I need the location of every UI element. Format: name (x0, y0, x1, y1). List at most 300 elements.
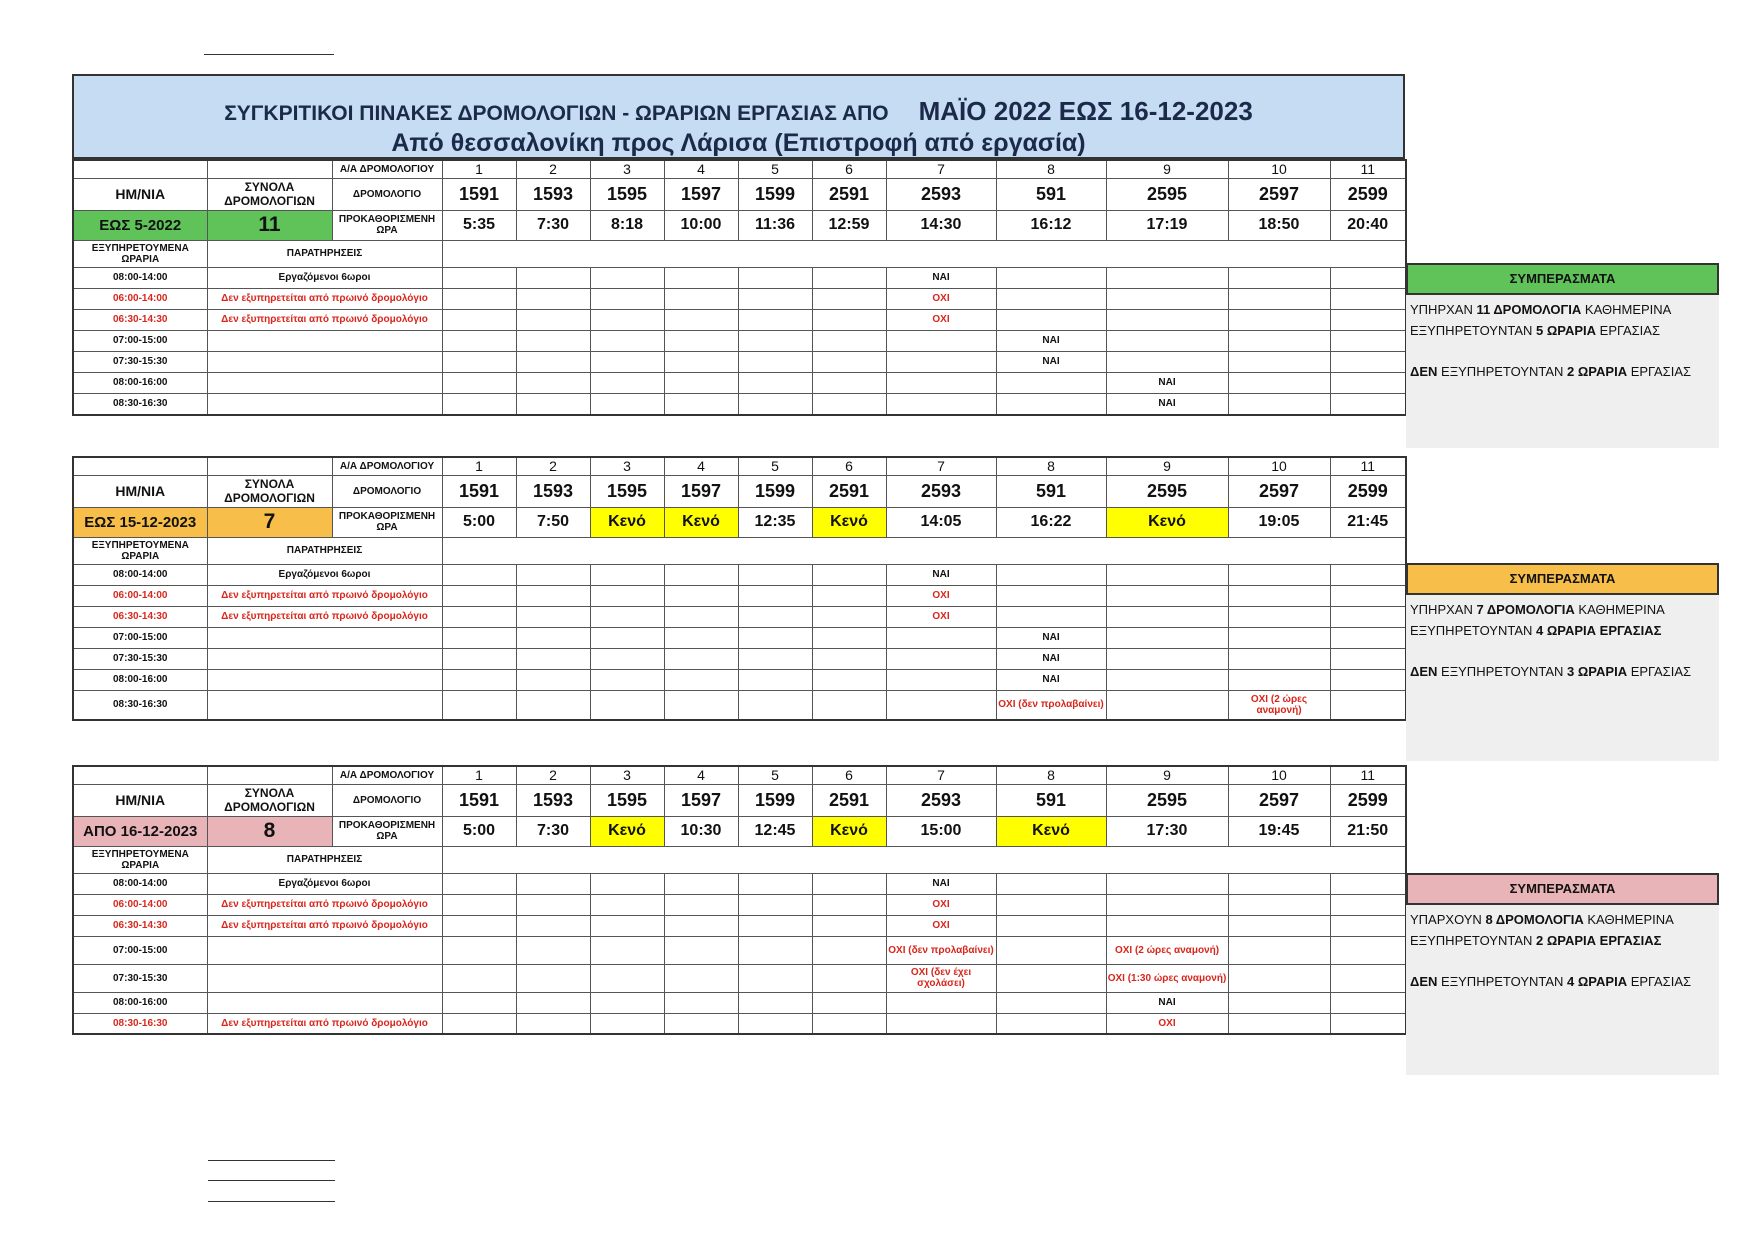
route-number: 2593 (886, 784, 996, 816)
table-cell (738, 992, 812, 1013)
route-number: 2593 (886, 178, 996, 210)
table-cell (1330, 992, 1406, 1013)
route-row (73, 475, 1406, 507)
table-cell (1228, 606, 1330, 627)
table-cell (207, 457, 332, 475)
route-number: 2595 (1106, 784, 1228, 816)
totals-label: ΣΥΝΟΛΑ ΔΡΟΜΟΛΟΓΙΩΝ (207, 475, 332, 507)
table-cell (1106, 606, 1228, 627)
slot-row (73, 992, 1406, 1013)
date-label: ΗΜ/ΝΙΑ (73, 784, 207, 816)
conclusion-line (1406, 909, 1719, 930)
table-cell (1330, 372, 1406, 393)
route-index: 4 (664, 457, 738, 475)
scheduled-time: 21:50 (1330, 816, 1406, 846)
table-cell (812, 585, 886, 606)
slot-remark: Δεν εξυπηρετείται από πρωινό δρομολόγιο (207, 288, 442, 309)
conclusion-text: ΥΠΗΡΧΑΝ (1410, 602, 1477, 617)
table-cell (442, 648, 516, 669)
totals-label: ΣΥΝΟΛΑ ΔΡΟΜΟΛΟΓΙΩΝ (207, 784, 332, 816)
slot-row (73, 351, 1406, 372)
route-index: 6 (812, 160, 886, 178)
conclusion-line (1406, 320, 1719, 341)
time-row (73, 816, 1406, 846)
served-label: ΕΞΥΠΗΡΕΤΟΥΜΕΝΑ ΩΡΑΡΙΑ (73, 537, 207, 564)
table-cell (812, 564, 886, 585)
table-cell (1228, 393, 1330, 415)
route-number: 1595 (590, 475, 664, 507)
conclusions-heading: ΣΥΜΠΕΡΑΣΜΑΤΑ (1406, 563, 1719, 595)
empty-slot-badge: Κενό (590, 816, 664, 846)
table-cell (996, 564, 1106, 585)
table-cell (590, 564, 664, 585)
route-number: 2595 (1106, 178, 1228, 210)
table-cell (1228, 992, 1330, 1013)
conclusion-text: ΚΑΘΗΜΕΡΙΝΑ (1574, 602, 1665, 617)
route-index: 4 (664, 766, 738, 784)
table-cell (996, 1013, 1106, 1034)
route-index: 9 (1106, 457, 1228, 475)
title-line-1-text: ΣΥΓΚΡΙΤΙΚΟΙ ΠΙΝΑΚΕΣ ΔΡΟΜΟΛΟΓΙΩΝ - ΩΡΑΡΙΩΝ ΕΡΓΑΣΙΑΣ ΑΠΟ (224, 102, 889, 125)
table-cell (1228, 873, 1330, 894)
top-rule (204, 54, 334, 55)
table-cell (1330, 267, 1406, 288)
table-cell (1228, 372, 1330, 393)
scheduled-time: 18:50 (1228, 210, 1330, 240)
table-cell (442, 992, 516, 1013)
conclusion-text: ΕΞΥΠΗΡΕΤΟΥΝΤΑΝ (1410, 623, 1537, 638)
table-cell (590, 309, 664, 330)
table-cell (590, 873, 664, 894)
conclusions-heading: ΣΥΜΠΕΡΑΣΜΑΤΑ (1406, 873, 1719, 905)
table-cell (664, 393, 738, 415)
table-cell (516, 669, 590, 690)
slot-label: 07:30-15:30 (73, 648, 207, 669)
route-number: 591 (996, 475, 1106, 507)
title-line-1 (74, 96, 1403, 127)
table-cell (73, 160, 207, 178)
table-cell (812, 288, 886, 309)
table-cell (812, 372, 886, 393)
mark: ΟΧΙ (886, 309, 996, 330)
table-cell (1106, 330, 1228, 351)
table-cell (738, 1013, 812, 1034)
table-cell (812, 393, 886, 415)
route-index: 5 (738, 160, 812, 178)
route-label: ΔΡΟΜΟΛΟΓΙΟ (332, 178, 442, 210)
route-index: 9 (1106, 766, 1228, 784)
aa-label: Α/Α ΔΡΟΜΟΛΟΓΙΟΥ (332, 457, 442, 475)
route-index: 3 (590, 457, 664, 475)
route-index: 7 (886, 160, 996, 178)
slot-row (73, 936, 1406, 964)
table-cell (738, 606, 812, 627)
table-cell (516, 393, 590, 415)
route-index: 7 (886, 457, 996, 475)
table-cell (812, 267, 886, 288)
table-cell (812, 915, 886, 936)
table-cell (1106, 669, 1228, 690)
remarks-label: ΠΑΡΑΤΗΡΗΣΕΙΣ (207, 240, 442, 267)
table-cell (207, 669, 442, 690)
table-cell (207, 330, 442, 351)
slot-row (73, 585, 1406, 606)
slot-label: 08:00-16:00 (73, 992, 207, 1013)
table-cell (738, 648, 812, 669)
table-cell (812, 606, 886, 627)
route-index: 2 (516, 457, 590, 475)
table-cell (442, 564, 516, 585)
table-cell (996, 585, 1106, 606)
conclusion-text: ΥΠΗΡΧΑΝ (1410, 302, 1477, 317)
conclusion-emphasis: 11 ΔΡΟΜΟΛΟΓΙΑ (1476, 302, 1582, 317)
slot-row (73, 648, 1406, 669)
route-index: 1 (442, 160, 516, 178)
slot-label: 08:30-16:30 (73, 1013, 207, 1034)
table-cell (590, 915, 664, 936)
route-index: 8 (996, 766, 1106, 784)
table-cell (516, 309, 590, 330)
table-cell (1106, 915, 1228, 936)
table-cell (516, 267, 590, 288)
served-label: ΕΞΥΠΗΡΕΤΟΥΜΕΝΑ ΩΡΑΡΙΑ (73, 240, 207, 267)
table-cell (996, 964, 1106, 992)
table-cell (812, 894, 886, 915)
mark: ΝΑΙ (886, 564, 996, 585)
route-number: 591 (996, 784, 1106, 816)
table-cell (738, 288, 812, 309)
table-cell (738, 372, 812, 393)
mark: ΝΑΙ (996, 351, 1106, 372)
conclusion-text: ΕΞΥΠΗΡΕΤΟΥΝΤΑΝ (1437, 664, 1568, 679)
time-row (73, 507, 1406, 537)
table-cell (1106, 894, 1228, 915)
route-index: 2 (516, 160, 590, 178)
table-cell (73, 766, 207, 784)
table-cell (664, 372, 738, 393)
conclusion-line (1406, 599, 1719, 620)
mark: ΟΧΙ (2 ώρες αναμονή) (1228, 690, 1330, 720)
route-number: 2599 (1330, 178, 1406, 210)
conclusion-text: ΕΡΓΑΣΙΑΣ (1627, 664, 1692, 679)
table-cell (1106, 648, 1228, 669)
table-cell (1330, 936, 1406, 964)
scheduled-label: ΠΡΟΚΑΘΟΡΙΣΜΕΝΗ ΩΡΑ (332, 210, 442, 240)
table-cell (516, 627, 590, 648)
table-cell (1228, 351, 1330, 372)
title-period: ΜΑΪΟ 2022 ΕΩΣ 16-12-2023 (918, 96, 1253, 126)
route-label: ΔΡΟΜΟΛΟΓΙΟ (332, 475, 442, 507)
route-number: 2597 (1228, 475, 1330, 507)
scheduled-time: 17:30 (1106, 816, 1228, 846)
table-cell (812, 330, 886, 351)
mark: ΝΑΙ (1106, 393, 1228, 415)
table-cell (996, 915, 1106, 936)
total-routes: 7 (207, 507, 332, 537)
route-number: 2597 (1228, 178, 1330, 210)
table-cell (1330, 690, 1406, 720)
table-cell (664, 894, 738, 915)
scheduled-time: 10:30 (664, 816, 738, 846)
route-number: 1595 (590, 178, 664, 210)
table-cell (664, 915, 738, 936)
remarks-header-row (73, 537, 1406, 564)
route-number: 1599 (738, 475, 812, 507)
conclusion-text: ΕΡΓΑΣΙΑΣ (1627, 974, 1692, 989)
table-cell (516, 894, 590, 915)
scheduled-time: 16:12 (996, 210, 1106, 240)
slot-label: 06:00-14:00 (73, 894, 207, 915)
route-label: ΔΡΟΜΟΛΟΓΙΟ (332, 784, 442, 816)
index-row (73, 457, 1406, 475)
table-cell (590, 992, 664, 1013)
slot-remark: Εργαζόμενοι 6ωροι (207, 873, 442, 894)
table-cell (664, 936, 738, 964)
table-cell (886, 648, 996, 669)
table-cell (812, 648, 886, 669)
route-index: 4 (664, 160, 738, 178)
table-cell (812, 964, 886, 992)
table-cell (590, 936, 664, 964)
table-cell (207, 393, 442, 415)
table-cell (664, 627, 738, 648)
table-cell (516, 936, 590, 964)
slot-label: 06:00-14:00 (73, 585, 207, 606)
scheduled-time: 5:00 (442, 507, 516, 537)
route-index: 1 (442, 457, 516, 475)
route-number: 2595 (1106, 475, 1228, 507)
mark: ΟΧΙ (δεν προλαβαίνει) (886, 936, 996, 964)
table-cell (207, 766, 332, 784)
table-cell (442, 288, 516, 309)
aa-label: Α/Α ΔΡΟΜΟΛΟΓΙΟΥ (332, 766, 442, 784)
conclusion-text: ΕΞΥΠΗΡΕΤΟΥΝΤΑΝ (1437, 974, 1568, 989)
slot-remark: Δεν εξυπηρετείται από πρωινό δρομολόγιο (207, 915, 442, 936)
route-number: 2599 (1330, 475, 1406, 507)
route-number: 2591 (812, 475, 886, 507)
table-cell (590, 894, 664, 915)
remarks-label: ΠΑΡΑΤΗΡΗΣΕΙΣ (207, 846, 442, 873)
mark: ΝΑΙ (1106, 992, 1228, 1013)
slot-label: 06:30-14:30 (73, 915, 207, 936)
table-cell (738, 936, 812, 964)
table-cell (590, 964, 664, 992)
slot-label: 06:30-14:30 (73, 309, 207, 330)
period-label: ΑΠΟ 16-12-2023 (73, 816, 207, 846)
table-cell (590, 330, 664, 351)
route-number: 2593 (886, 475, 996, 507)
route-index: 8 (996, 457, 1106, 475)
table-cell (516, 1013, 590, 1034)
mark: ΟΧΙ (886, 606, 996, 627)
route-number: 2599 (1330, 784, 1406, 816)
slot-label: 08:00-14:00 (73, 873, 207, 894)
table-cell (664, 351, 738, 372)
table-cell (886, 992, 996, 1013)
table-cell (1228, 894, 1330, 915)
table-cell (516, 964, 590, 992)
table-cell (1228, 669, 1330, 690)
scheduled-time: 7:30 (516, 816, 590, 846)
date-label: ΗΜ/ΝΙΑ (73, 178, 207, 210)
table-cell (886, 669, 996, 690)
total-routes: 11 (207, 210, 332, 240)
table-cell (1228, 964, 1330, 992)
conclusion-line (1406, 620, 1719, 641)
table-cell (664, 309, 738, 330)
slot-label: 08:30-16:30 (73, 690, 207, 720)
route-index: 7 (886, 766, 996, 784)
table-cell (664, 873, 738, 894)
table-cell (738, 393, 812, 415)
slot-row (73, 309, 1406, 330)
table-cell (442, 690, 516, 720)
table-cell (442, 393, 516, 415)
slot-row (73, 1013, 1406, 1034)
table-cell (1330, 648, 1406, 669)
table-cell (442, 1013, 516, 1034)
slot-label: 08:00-14:00 (73, 564, 207, 585)
table-cell (442, 267, 516, 288)
slot-row (73, 267, 1406, 288)
conclusion-text: ΥΠΑΡΧΟΥΝ (1410, 912, 1486, 927)
table-cell (590, 351, 664, 372)
table-cell (738, 627, 812, 648)
conclusion-text: ΕΞΥΠΗΡΕΤΟΥΝΤΑΝ (1410, 933, 1537, 948)
table-cell (996, 267, 1106, 288)
table-cell (207, 372, 442, 393)
scheduled-time: 5:35 (442, 210, 516, 240)
slot-row (73, 873, 1406, 894)
route-index: 10 (1228, 160, 1330, 178)
table-cell (590, 648, 664, 669)
route-number: 2597 (1228, 784, 1330, 816)
route-number: 1599 (738, 178, 812, 210)
table-cell (1228, 915, 1330, 936)
slot-label: 07:00-15:00 (73, 936, 207, 964)
table-cell (1228, 309, 1330, 330)
slot-remark: Δεν εξυπηρετείται από πρωινό δρομολόγιο (207, 1013, 442, 1034)
table-cell (886, 351, 996, 372)
bottom-rule-3 (208, 1201, 335, 1202)
slot-row (73, 288, 1406, 309)
mark: ΟΧΙ (886, 894, 996, 915)
table-cell (516, 648, 590, 669)
mark: ΝΑΙ (996, 648, 1106, 669)
route-number: 1591 (442, 784, 516, 816)
table-cell (442, 669, 516, 690)
conclusion-line (1406, 299, 1719, 320)
period-label: ΕΩΣ 15-12-2023 (73, 507, 207, 537)
table-cell (442, 351, 516, 372)
mark: ΝΑΙ (996, 669, 1106, 690)
table-cell (1330, 1013, 1406, 1034)
date-label: ΗΜ/ΝΙΑ (73, 475, 207, 507)
scheduled-time: 7:50 (516, 507, 590, 537)
table-cell (886, 627, 996, 648)
slot-row (73, 690, 1406, 720)
table-cell (442, 372, 516, 393)
slot-row (73, 894, 1406, 915)
index-row (73, 160, 1406, 178)
slot-label: 07:00-15:00 (73, 627, 207, 648)
conclusion-emphasis: 5 ΩΡΑΡΙΑ (1536, 323, 1597, 338)
slot-row (73, 606, 1406, 627)
bottom-rule-1 (208, 1160, 335, 1161)
mark: ΟΧΙ (886, 585, 996, 606)
total-routes: 8 (207, 816, 332, 846)
table-cell (886, 1013, 996, 1034)
table-cell (1106, 351, 1228, 372)
mark: ΝΑΙ (996, 627, 1106, 648)
table-cell (207, 690, 442, 720)
mark: ΟΧΙ (886, 288, 996, 309)
table-cell (738, 585, 812, 606)
empty-slot-badge: Κενό (1106, 507, 1228, 537)
table-cell (738, 267, 812, 288)
table-cell (207, 936, 442, 964)
conclusion-text: ΕΞΥΠΗΡΕΤΟΥΝΤΑΝ (1410, 323, 1537, 338)
table-cell (516, 351, 590, 372)
table-cell (207, 351, 442, 372)
table-cell (1106, 585, 1228, 606)
table-cell (664, 330, 738, 351)
table-cell (1228, 1013, 1330, 1034)
route-row (73, 784, 1406, 816)
table-cell (664, 648, 738, 669)
table-cell (590, 690, 664, 720)
table-cell (590, 393, 664, 415)
route-index: 8 (996, 160, 1106, 178)
table-cell (996, 894, 1106, 915)
table-cell (738, 894, 812, 915)
table-cell (812, 992, 886, 1013)
conclusion-emphasis: 2 ΩΡΑΡΙΑ (1567, 364, 1628, 379)
route-number: 1593 (516, 178, 590, 210)
route-number: 591 (996, 178, 1106, 210)
scheduled-time: 14:05 (886, 507, 996, 537)
scheduled-time: 12:59 (812, 210, 886, 240)
table-cell (664, 992, 738, 1013)
table-cell (207, 160, 332, 178)
scheduled-time: 12:45 (738, 816, 812, 846)
table-cell (442, 873, 516, 894)
table-cell (442, 240, 1406, 267)
table-cell (996, 309, 1106, 330)
mark: ΝΑΙ (1106, 372, 1228, 393)
table-cell (1330, 669, 1406, 690)
table-cell (1106, 690, 1228, 720)
table-cell (1330, 288, 1406, 309)
table-cell (664, 1013, 738, 1034)
slot-remark: Δεν εξυπηρετείται από πρωινό δρομολόγιο (207, 585, 442, 606)
table-cell (442, 964, 516, 992)
mark: ΝΑΙ (886, 267, 996, 288)
table-cell (442, 585, 516, 606)
table-cell (886, 393, 996, 415)
empty-slot-badge: Κενό (664, 507, 738, 537)
table-cell (996, 372, 1106, 393)
table-cell (1330, 309, 1406, 330)
conclusion-line (1406, 661, 1719, 682)
table-cell (442, 606, 516, 627)
table-cell (812, 690, 886, 720)
table-cell (738, 564, 812, 585)
route-index: 11 (1330, 766, 1406, 784)
table-cell (1330, 964, 1406, 992)
scheduled-time: 15:00 (886, 816, 996, 846)
table-cell (738, 351, 812, 372)
